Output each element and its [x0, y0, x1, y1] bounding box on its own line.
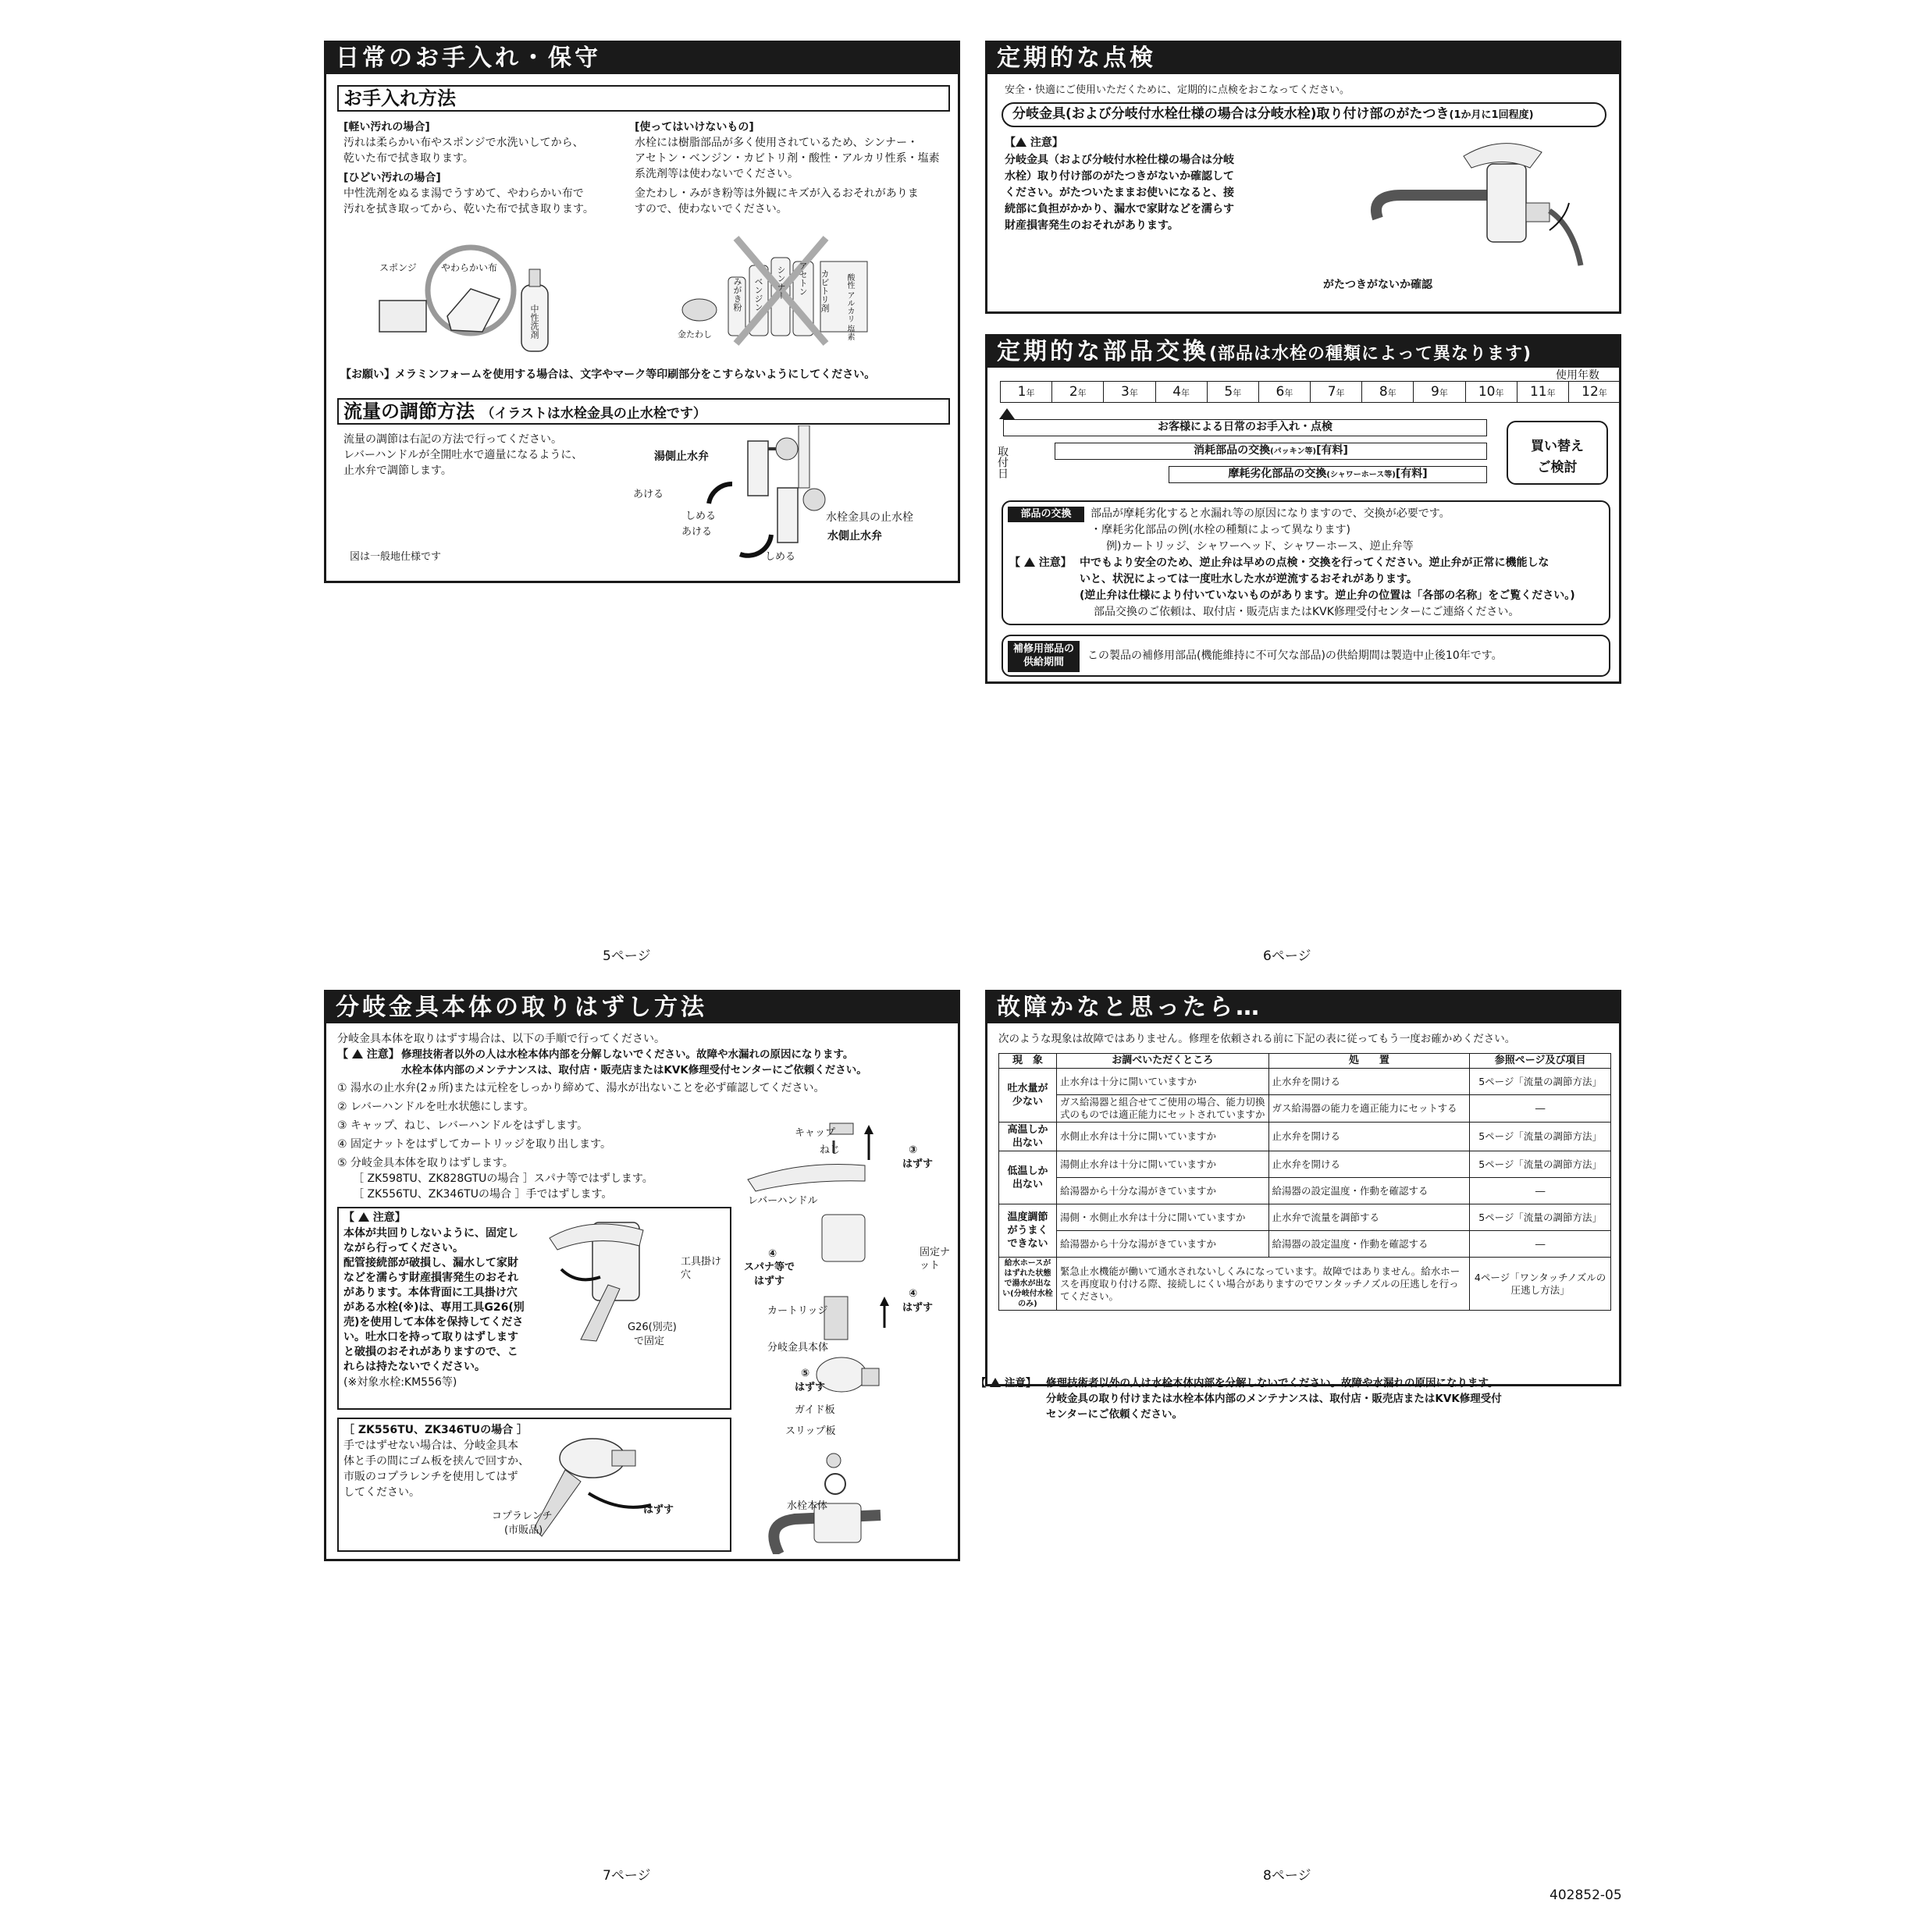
table-row — [999, 1123, 1611, 1151]
replace-box — [1507, 421, 1608, 485]
table-row — [999, 1069, 1611, 1095]
light-dirt-line1: 汚れは柔らかい布やスポンジで水洗いしてから、 — [343, 137, 584, 149]
warning-icon — [990, 1378, 1001, 1387]
action-cell: 止水弁を開ける — [1268, 1151, 1470, 1178]
year-cell: 4年 — [1155, 382, 1207, 402]
flow-section-title — [337, 398, 950, 425]
parts-title — [987, 336, 1619, 368]
box2-line4: してください。 — [343, 1486, 420, 1499]
box-line1: 本体が共回りしないように、固定し — [343, 1227, 518, 1240]
cold-valve-label: 水側止水弁 — [827, 530, 882, 543]
year-unit: 年 — [1387, 388, 1397, 398]
action-cell: 止水弁を開ける — [1268, 1069, 1470, 1095]
figure-note: 図は一般地仕様です — [350, 551, 442, 563]
step4b-marker: ④ — [909, 1288, 918, 1300]
table-row — [999, 1204, 1611, 1231]
check-cell: 水側止水弁は十分に開いていますか — [1056, 1123, 1268, 1151]
page5-panel — [324, 41, 960, 583]
removal-caution-l1: 修理技術者以外の人は水栓本体内部を分解しないでください。故障や水漏れの原因になります。 — [401, 1048, 854, 1061]
wrench-remove-label: はずす — [643, 1504, 674, 1516]
parts-tag: 部品の交換 — [1008, 507, 1084, 522]
symptom-cell: 低温しか出ない — [999, 1151, 1057, 1204]
prohibited-line3: 系洗剤等は使わないでください。 — [635, 168, 799, 180]
zk556-box — [337, 1418, 731, 1552]
parts-caution-3: (逆止弁は仕様により付いていないものがあります。逆止弁の位置は「各部の名称」をご覧ください。) — [1080, 589, 1575, 602]
bar-daily-care: お客様による日常のお手入れ・点検 — [1003, 419, 1487, 436]
step2: ② レバーハンドルを吐水状態にします。 — [337, 1101, 535, 1113]
box-line10: れらは持たないでください。 — [343, 1361, 486, 1373]
parts-line2: ・摩耗劣化部品の例(水栓の種類によって異なります) — [1091, 524, 1350, 536]
close-label-1: しめる — [685, 511, 717, 522]
box-caution-head: 【 注意】 — [343, 1212, 406, 1224]
box-line3: 配管接続部が破損し、漏水して家財 — [343, 1257, 518, 1269]
year-unit: 年 — [1439, 388, 1448, 398]
heavy-dirt-line1: 中性洗剤をぬるま湯でうすめて、やわらかい布で — [343, 187, 584, 200]
parts-caution-4: 部品交換のご依頼は、取付店・販売店またはKVK修理受付センターにご連絡ください。 — [1094, 606, 1520, 618]
box-line6: がある水栓(※)は、専用工具G26(別 — [343, 1301, 525, 1314]
reference-cell: 5ページ「流量の調節方法」 — [1470, 1151, 1611, 1178]
bar-wear-paid: [有料] — [1395, 468, 1428, 480]
document-code: 402852-05 — [1550, 1888, 1622, 1903]
page6-inspection-panel — [985, 41, 1621, 314]
page8-caution-l3: センターにご依頼ください。 — [1046, 1408, 1183, 1421]
supply-period-box — [1002, 635, 1610, 677]
slip-plate-label: スリップ板 — [785, 1425, 836, 1437]
bar-consumables-text: 消耗部品の交換 — [1194, 444, 1271, 457]
removal-caution-l2: 水栓本体内部のメンテナンスは、取付店・販売店またはKVK修理受付センターにご依頼ください。 — [401, 1064, 867, 1076]
year-cell: 7年 — [1310, 382, 1361, 402]
melamine-request: 【お願い】メラミンフォームを使用する場合は、文字やマーク等印刷部分をこすらないようにしてください。 — [340, 368, 876, 381]
step5a: ［ ZK598TU、ZK828GTUの場合 ］スパナ等ではずします。 — [353, 1172, 653, 1185]
sponge-label: スポンジ — [379, 262, 417, 273]
wrench-label: コプラレンチ — [492, 1510, 553, 1522]
flow-title-text: 流量の調節方法 — [343, 400, 475, 422]
year-cell: 10年 — [1465, 382, 1517, 402]
year-unit: 年 — [1129, 388, 1138, 398]
inspection-caution-l4: 続部に負担がかかり、漏水で家財などを濡らす — [1005, 203, 1234, 215]
reference-cell: 5ページ「流量の調節方法」 — [1470, 1069, 1611, 1095]
table-header-cell: 現 象 — [999, 1054, 1057, 1069]
faucet-body-label: 水栓本体 — [787, 1500, 828, 1512]
page7-panel — [324, 990, 960, 1561]
action-cell: 給湯器の設定温度・作動を確認する — [1268, 1178, 1470, 1204]
page8-caution-head: 【 注意】 — [976, 1377, 1037, 1389]
polish-label: みがき粉 — [732, 277, 742, 311]
years-label: 使用年数 — [1556, 369, 1599, 382]
bar-wear-note: (シャワーホース等) — [1326, 471, 1396, 479]
cap-label: キャップ — [795, 1127, 836, 1139]
reference-cell: ― — [1470, 1231, 1611, 1258]
steel-wool-label: 金たわし — [678, 329, 712, 340]
page8-label: 8ページ — [1263, 1868, 1311, 1884]
light-dirt-head: [軽い汚れの場合] — [343, 121, 430, 133]
lever-label: レバーハンドル — [748, 1195, 818, 1207]
year-unit: 年 — [1598, 388, 1607, 398]
check-label: がたつきがないか確認 — [1323, 279, 1432, 291]
supply-tag-line2: 供給期間 — [1023, 656, 1064, 668]
page7-title: 分岐金具本体の取りはずし方法 — [326, 992, 958, 1023]
box-line11: (※対象水栓:KM556等) — [343, 1376, 457, 1389]
box-line4: などを濡らす財産損害発生のおそれ — [343, 1272, 518, 1284]
step3-marker: ③ — [909, 1144, 918, 1156]
symptom-cell: 温度調節がうまくできない — [999, 1204, 1057, 1258]
check-cell: 湯側止水弁は十分に開いていますか — [1056, 1151, 1268, 1178]
symptom-cell: 給水ホースがはずれた状態で湯水が出ない(分岐付水栓のみ) — [999, 1258, 1057, 1311]
thinner-label: シンナー — [776, 265, 786, 300]
heavy-dirt-line2: 汚れを拭き取ってから、乾いた布で拭き取ります。 — [343, 203, 594, 215]
screw-label: ねじ — [820, 1144, 841, 1156]
caution-box — [337, 1207, 731, 1410]
step5: ⑤ 分岐金具本体を取りはずします。 — [337, 1157, 514, 1169]
step4a-marker: ④ — [768, 1248, 777, 1260]
year-unit: 年 — [1495, 388, 1504, 398]
year-cell: 11年 — [1517, 382, 1568, 402]
prohibited-head: [使ってはいけないもの] — [635, 121, 754, 133]
step5-remove: はずす — [795, 1382, 826, 1393]
action-cell: ガス給湯器の能力を適正能力にセットする — [1268, 1095, 1470, 1123]
g26-label: G26(別売) — [628, 1322, 677, 1333]
exploded-diagram — [732, 1117, 959, 1554]
replace-line1: 買い替え — [1531, 439, 1584, 454]
parts-caution-2: いと、状況によっては一度吐水した水が逆流するおそれがあります。 — [1080, 573, 1418, 585]
inspection-caution-head: 【 注意】 — [1005, 137, 1063, 149]
reference-cell: 4ページ「ワンタッチノズルの圧逃し方法」 — [1470, 1258, 1611, 1311]
step4b-remove: はずす — [902, 1302, 934, 1314]
light-dirt-line2: 乾いた布で拭き取ります。 — [343, 152, 474, 165]
box-line9: と破損のおそれがありますので、こ — [343, 1346, 518, 1358]
year-cell: 9年 — [1413, 382, 1464, 402]
warning-icon — [1024, 557, 1035, 567]
warning-icon — [1016, 137, 1026, 147]
parts-line1: 部品が摩耗劣化すると水漏れ等の原因になりますので、交換が必要です。 — [1091, 507, 1450, 520]
check-cell: 緊急止水機能が働いて通水されないしくみになっています。故障ではありません。給水ホースを再度取り付ける際、接続しにくい場合がありますのでワンタッチノズルの圧逃しを行ってください。 — [1056, 1258, 1469, 1311]
box-line2: ながら行ってください。 — [343, 1242, 464, 1254]
bar-consumables — [1055, 443, 1487, 460]
year-cell: 12年 — [1568, 382, 1620, 402]
check-cell: 給湯器から十分な湯がきていますか — [1056, 1178, 1268, 1204]
cartridge-label: カートリッジ — [767, 1305, 828, 1317]
flow-line3: 止水弁で調節します。 — [343, 464, 452, 477]
box-line7: 売)を使用して本体を保持してくださ — [343, 1316, 524, 1329]
page6-parts-panel — [985, 334, 1621, 684]
neutral-detergent-label: 中性洗剤 — [529, 304, 539, 339]
inspection-caution-l5: 財産損害発生のおそれがあります。 — [1005, 219, 1179, 232]
check-cell: 止水弁は十分に開いていますか — [1056, 1069, 1268, 1095]
fix-label: で固定 — [634, 1336, 665, 1347]
fixnut-label: 固定ナット — [920, 1247, 951, 1272]
care-title-text: お手入れ方法 — [343, 87, 456, 109]
table-row — [999, 1231, 1611, 1258]
table-row — [999, 1095, 1611, 1123]
benzine-label: ベンジン — [753, 277, 763, 311]
table-row — [999, 1151, 1611, 1178]
year-unit: 年 — [1284, 388, 1293, 398]
page5-label: 5ページ — [603, 948, 651, 964]
wrench-sub-label: (市販品) — [504, 1525, 543, 1536]
pill-frequency: (1か月に1回程度) — [1449, 109, 1534, 121]
years-scale — [1000, 381, 1621, 403]
page5-title: 日常のお手入れ・保守 — [326, 43, 958, 74]
year-unit: 年 — [1546, 388, 1556, 398]
replace-line2: ご検討 — [1537, 460, 1578, 475]
step4: ④ 固定ナットをはずしてカートリッジを取り出します。 — [337, 1138, 612, 1151]
step4a-tool: スパナ等で — [744, 1261, 795, 1273]
prohibited-line4: 金たわし・みがき粉等は外観にキズが入るおそれがありま — [635, 187, 919, 200]
reference-cell: 5ページ「流量の調節方法」 — [1470, 1204, 1611, 1231]
page8-panel — [985, 990, 1621, 1386]
inspection-caution-l1: 分岐金具（および分岐付水栓仕様の場合は分岐 — [1005, 154, 1234, 166]
box-line8: い。吐水口を持って取りはずします — [343, 1331, 518, 1343]
tool-hole-label: 工具掛け穴 — [681, 1256, 722, 1281]
year-unit: 年 — [1181, 388, 1190, 398]
year-cell: 5年 — [1207, 382, 1258, 402]
warning-icon — [358, 1212, 369, 1222]
year-cell: 2年 — [1051, 382, 1103, 402]
inspection-caution-l3: ください。がたついたままお使いになると、接 — [1005, 187, 1234, 199]
year-unit: 年 — [1026, 388, 1035, 398]
parts-title-note: (部品は水栓の種類によって異なります) — [1209, 344, 1532, 364]
bar-wear-parts — [1169, 466, 1487, 483]
reference-cell: ― — [1470, 1095, 1611, 1123]
flow-title-note: （イラストは水栓金具の止水栓です） — [481, 406, 706, 422]
action-cell: 止水弁を開ける — [1268, 1123, 1470, 1151]
caution-head-text: 注意 — [1030, 137, 1052, 149]
table-header-cell: お調べいただくところ — [1056, 1054, 1268, 1069]
parts-info-box — [1002, 500, 1610, 625]
page8-caution-l2: 分岐金具の取り付けまたは水栓本体内部のメンテナンスは、取付店・販売店またはKVK修理受付 — [1046, 1393, 1502, 1405]
symptom-cell: 高温しか出ない — [999, 1123, 1057, 1151]
table-header-cell: 参照ページ及び項目 — [1470, 1054, 1611, 1069]
table-header-row — [999, 1054, 1611, 1069]
check-cell: ガス給湯器と組合せてご使用の場合、能力切換式のものでは適正能力にセットされていますか — [1056, 1095, 1268, 1123]
year-cell: 6年 — [1258, 382, 1310, 402]
care-section-title — [337, 85, 950, 112]
bar-wear-text: 摩耗劣化部品の交換 — [1228, 468, 1327, 480]
prohibited-line2: アセトン・ベンジン・カビトリ剤・酸性・アルカリ性系・塩素 — [635, 152, 940, 165]
flow-line2: レバーハンドルが全開吐水で適量になるように、 — [343, 449, 583, 461]
mold-remover-label: カビトリ剤 — [820, 269, 830, 312]
reference-cell: ― — [1470, 1178, 1611, 1204]
bar-consumables-note: (パッキン等) — [1270, 447, 1317, 456]
supply-tag — [1008, 641, 1080, 672]
page7-label: 7ページ — [603, 1868, 651, 1884]
parts-title-text: 定期的な部品交換 — [997, 338, 1209, 365]
year-unit: 年 — [1077, 388, 1087, 398]
box2-head: ［ ZK556TU、ZK346TUの場合 ］ — [343, 1424, 528, 1436]
symptom-cell: 吐水量が少ない — [999, 1069, 1057, 1123]
troubleshooting-table — [998, 1053, 1611, 1311]
page8-title: 故障かなと思ったら… — [987, 992, 1619, 1023]
prohibited-line5: すので、使わないでください。 — [635, 203, 788, 215]
close-label-2: しめる — [765, 551, 796, 563]
supply-text: この製品の補修用部品(機能維持に不可欠な部品)の供給期間は製造中止後10年です。 — [1087, 649, 1503, 662]
cloth-label: やわらかい布 — [441, 262, 498, 273]
table-header-cell: 処 置 — [1268, 1054, 1470, 1069]
box-line5: があります。本体背面に工具掛け穴 — [343, 1286, 518, 1299]
year-cell: 8年 — [1361, 382, 1413, 402]
heavy-dirt-head: [ひどい汚れの場合] — [343, 172, 441, 184]
wrench-illustration — [534, 1427, 690, 1540]
step5-marker: ⑤ — [801, 1368, 810, 1379]
trouble-intro: 次のような現象は故障ではありません。修理を依頼される前に下記の表に従ってもう一度お確かめください。 — [998, 1033, 1516, 1045]
prohibited-line1: 水栓には樹脂部品が多く使用されているため、シンナー・ — [635, 137, 919, 149]
table-row — [999, 1258, 1611, 1311]
faucet-valve-label: 水栓金具の止水栓 — [826, 511, 913, 524]
removal-caution-head: 【 注意】 — [337, 1048, 400, 1061]
removal-intro: 分岐金具本体を取りはずす場合は、以下の手順で行ってください。 — [337, 1033, 665, 1045]
year-unit: 年 — [1336, 388, 1345, 398]
inspection-intro: 安全・快適にご使用いただくために、定期的に点検をおこなってください。 — [1005, 84, 1350, 96]
warning-icon — [352, 1049, 363, 1059]
detergent-box-label: 酸性 アルカリ 塩素 — [845, 273, 854, 341]
supply-tag-line1: 補修用部品の — [1012, 643, 1074, 655]
box2-line2: 体と手の間にゴム板を挟んで回すか、 — [343, 1455, 529, 1468]
check-cell: 湯側・水側止水弁は十分に開いていますか — [1056, 1204, 1268, 1231]
step5b: ［ ZK556TU、ZK346TUの場合 ］手ではずします。 — [353, 1188, 613, 1201]
check-cell: 給湯器から十分な湯がきていますか — [1056, 1231, 1268, 1258]
step1: ① 湯水の止水弁(2ヵ所)または元栓をしっかり締めて、湯水が出ないことを必ず確認してください。 — [337, 1082, 825, 1094]
open-label-2: あける — [681, 526, 713, 538]
parts-caution-1: 中でもより安全のため、逆止弁は早めの点検・交換を行ってください。逆止弁が正常に機能しな — [1080, 557, 1550, 569]
flow-line1: 流量の調節は右記の方法で行ってください。 — [343, 433, 562, 446]
branch-body-label: 分岐金具本体 — [767, 1342, 829, 1354]
action-cell: 止水弁で流量を調節する — [1268, 1204, 1470, 1231]
bar-consumables-paid: [有料] — [1316, 444, 1348, 457]
year-cell: 3年 — [1103, 382, 1155, 402]
open-label-1: あける — [633, 489, 664, 500]
step4a-remove: はずす — [754, 1276, 785, 1287]
page6-label: 6ページ — [1263, 948, 1311, 964]
box2-line3: 市販のコプラレンチを使用してはず — [343, 1471, 518, 1483]
reference-cell: 5ページ「流量の調節方法」 — [1470, 1123, 1611, 1151]
year-unit: 年 — [1233, 388, 1242, 398]
step3: ③ キャップ、ねじ、レバーハンドルをはずします。 — [337, 1119, 589, 1132]
parts-line3: 例)カートリッジ、シャワーヘッド、シャワーホース、逆止弁等 — [1106, 540, 1414, 553]
hot-valve-label: 湯側止水弁 — [654, 450, 709, 463]
step3-remove: はずす — [902, 1158, 934, 1170]
inspection-caution-l2: 水栓）取り付け部のがたつきがないか確認して — [1005, 170, 1234, 183]
table-row — [999, 1178, 1611, 1204]
page8-caution-l1: 修理技術者以外の人は水栓本体内部を分解しないでください。故障や水漏れの原因になります。 — [1046, 1377, 1499, 1389]
inspection-title: 定期的な点検 — [987, 43, 1619, 74]
inspection-pill — [1002, 102, 1606, 127]
guide-plate-label: ガイド板 — [795, 1404, 835, 1416]
parts-caution-head: 【 注意】 — [1009, 557, 1072, 569]
year-cell: 1年 — [1017, 384, 1035, 400]
pill-main-text: 分岐金具(および分岐付水栓仕様の場合は分岐水栓)取り付け部のがたつき — [1012, 106, 1450, 122]
acetone-label: アセトン — [798, 262, 808, 296]
box2-line1: 手ではずせない場合は、分岐金具本 — [343, 1439, 518, 1452]
action-cell: 給湯器の設定温度・作動を確認する — [1268, 1231, 1470, 1258]
install-date-label: 取付日 — [996, 446, 1009, 479]
branch-fitting-illustration — [1354, 133, 1589, 281]
